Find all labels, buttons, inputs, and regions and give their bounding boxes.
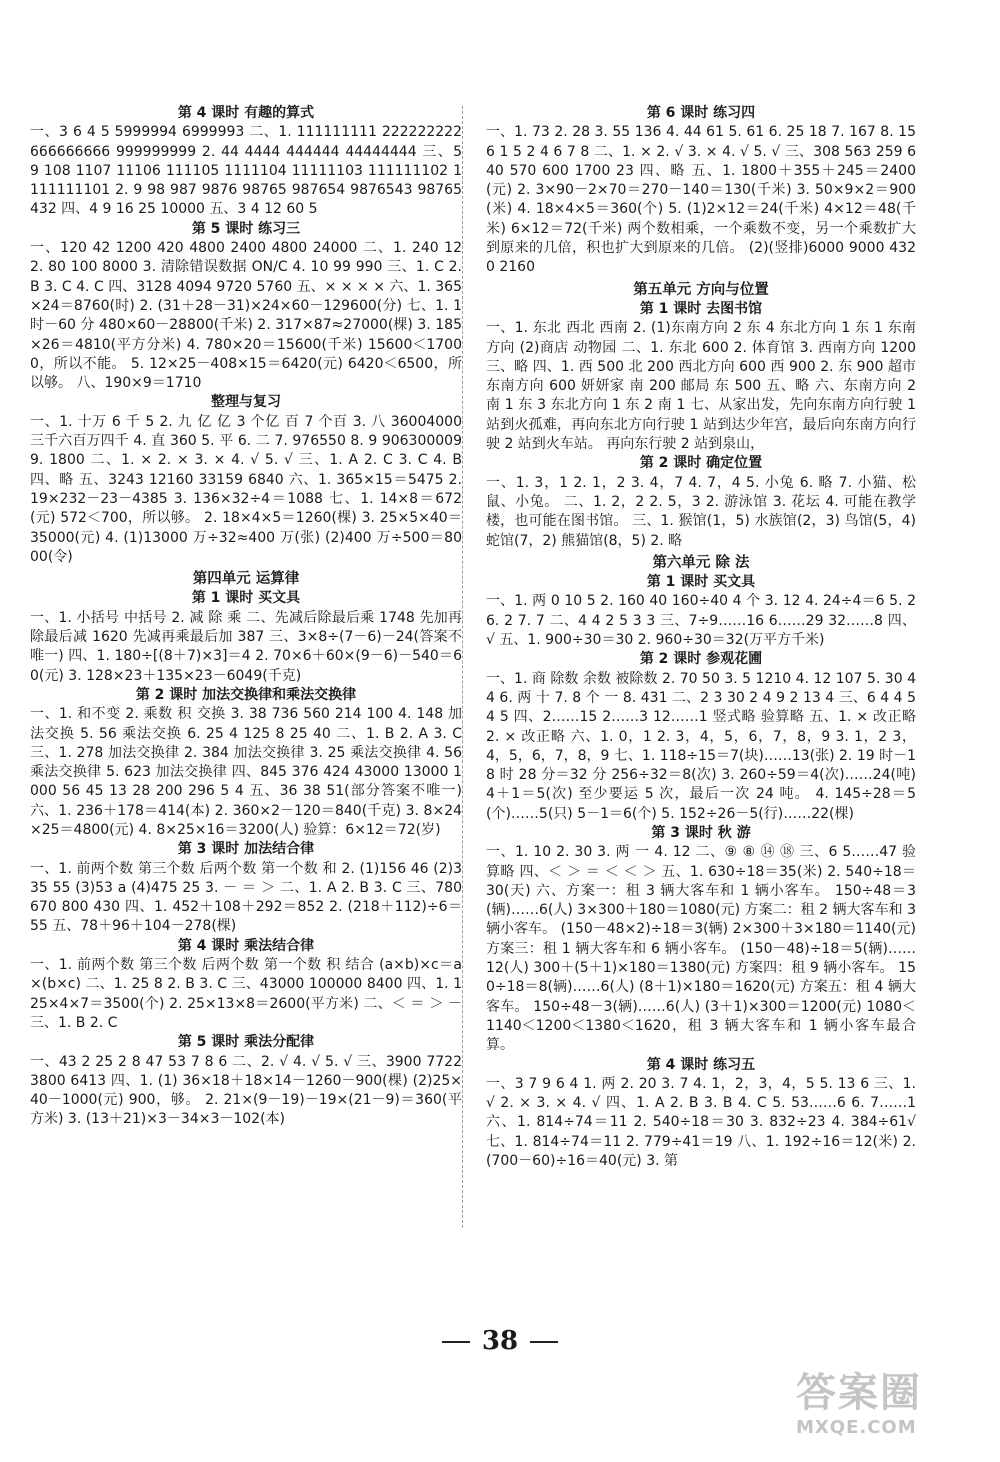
answer-paragraph: 一、1. 东北 西北 西南 2. (1)东南方向 2 东 4 东北方向 1 东 1 东南方向 (2)商店 动物园 二、1. 东北 600 2. 体育馆 3. 西南方向 1200 三、略 四、1. 西 500 北 200 西北方向 600 西 900 2. 东 900 超市 东南方向 600 妍妍家 南 200 邮局 东 500 五、略 六、东南方向 2 南 1 东 3 东北方向 1 东 2 南 1 七、从家出发，先向东南方向行驶 1 站到火孤难，再向东北方向行驶 1 站到达少年宫，最后向东南方向行驶 2 站到火车站。 再向东行驶 2 站到泉山， xyxy=(486,320,916,453)
answer-paragraph: 一、43 2 25 2 8 47 53 7 8 6 二、2. √ 4. √ 5. √ 三、3900 7722 3800 6413 四、1. (1) 36×18＋18×14－1260－900(棵) (2)25×40－1000(元) 900，够。 2. 21×(9－19)－19×(21－9)＝360(平方米) 3. (13＋21)×3－34×3－102(本) xyxy=(30,1053,462,1128)
lesson-heading: 第 4 课时 练习五 xyxy=(646,1056,756,1073)
answer-paragraph: 一、1. 小括号 中括号 2. 减 除 乘 二、先减后除最后乘 1748 先加再除最后减 1620 先减再乘最后加 387 三、3×8÷(7－6)－24(答案不唯一) 四、1. 180÷[(8＋7)×3]＝4 2. 70×6＋60×(9－6)－540＝60(元) 3. 128×23＋135×23－6049(千克) xyxy=(30,609,462,684)
lesson-heading: 第 1 课时 买文具 xyxy=(646,574,756,591)
footer-dash-left xyxy=(442,1341,470,1343)
unit-heading: 第四单元 运算律 xyxy=(192,571,300,588)
lesson-heading: 第 3 课时 秋 游 xyxy=(651,824,751,841)
lesson-heading: 第 2 课时 加法交换律和乘法交换律 xyxy=(135,686,357,703)
page-footer xyxy=(0,1326,1000,1356)
column-divider xyxy=(462,106,463,1228)
answer-paragraph: 一、120 42 1200 420 4800 2400 4800 24000 二、1. 240 12 2. 80 100 8000 3. 清除错误数据 ON/C 4. 10 99 990 三、1. C 2. B 3. C 4. C 四、3128 4094 9720 5760 五、× × × × 六、1. 365×24＝8760(时) 2. (31＋28－31)×24×60－129600(分) 七、1. 1 时－60 分 480×60－28800(千米) 2. 317×87≈27000(棵) 3. 185×26＝4810(平方分米) 4. 780×20＝15600(千米) 15600＜17000，所以不能。 5. 12×25－408×15＝6420(元) 6420＜6500，所以够。 八、190×9＝1710 xyxy=(30,240,462,392)
answer-paragraph: 一、3 7 9 6 4 1. 两 2. 20 3. 7 4. 1，2，3，4，5 5. 13 6 三、1. √ 2. × 3. × 4. √ 四、1. A 2. B 3. B 4. C 5. 53……6 6. 7……1 六、1. 814÷74＝11 2. 540÷18＝30 3. 832÷23 4. 384÷61√ 七、1. 814÷74＝11 2. 779÷41＝19 八、1. 192÷16＝12(米) 2. (700－60)÷16＝40(元) 3. 第 xyxy=(486,1075,916,1170)
lesson-heading: 整理与复习 xyxy=(211,394,281,411)
left-column xyxy=(30,104,462,1130)
watermark xyxy=(796,1370,986,1450)
answer-paragraph: 一、1. 前两个数 第三个数 后两个数 第一个数 积 结合 (a×b)×c＝a×(b×c) 二、1. 25 8 2. B 3. C 三、43000 100000 8400 四、1. 125×4×7＝3500(个) 2. 25×13×8＝2600(平方米) 二、＜ ＝ ＞ － 三、1. B 2. C xyxy=(30,957,462,1031)
answer-paragraph: 一、1. 前两个数 第三个数 后两个数 第一个数 和 2. (1)156 46 (2)335 55 (3)53 a (4)475 25 3. － ＝ ＞ 二、1. A 2. B 3. C 三、780 670 800 430 四、1. 452＋108＋292＝852 2. (218＋112)÷6＝55 五、78＋96＋104－278(棵) xyxy=(30,860,462,935)
lesson-heading: 第 4 课时 有趣的算式 xyxy=(177,105,315,121)
watermark-url: MXQE.COM xyxy=(796,1417,917,1438)
answer-paragraph: 一、3 6 4 5 5999994 6999993 二、1. 111111111 222222222 666666666 999999999 2. 44 4444 444444 44444444 三、5 9 108 1107 11106 111105 1111104 11111103 111111102 1111111101 2. 9 98 987 9876 98765 987654 9876543 98765432 四、4 9 16 25 10000 五、3 4 12 60 5 xyxy=(30,124,462,218)
answer-paragraph: 一、1. 73 2. 28 3. 55 136 4. 44 61 5. 61 6. 25 18 7. 167 8. 15 6 1 5 2 4 6 7 8 二、1. × 2. √ 3. × 4. √ 5. √ 三、308 563 259 640 570 600 1700 23 四、略 五、1. 1800＋355＋245＝2400(元) 2. 3×90－2×70＝270－140＝130(千米) 3. 50×9×2＝900(米) 4. 18×4×5＝360(个) 5. (1)2×12＝24(千米) 4×12＝48(千米) 6×12＝72(千米) 两个数相乘，一个乘数不变，另一个乘数扩大到原来的几倍，积也扩大到原来的几倍。 (2)(竖排)6000 9000 4320 2160 xyxy=(486,124,916,276)
unit-heading: 第五单元 方向与位置 xyxy=(633,281,769,298)
lesson-heading: 第 5 课时 练习三 xyxy=(191,220,301,237)
answer-paragraph: 一、1. 和不变 2. 乘数 积 交换 3. 38 736 560 214 100 4. 148 加法交换 5. 56 乘法交换 6. 25 4 125 8 25 40 二、1. B 2. A 3. C 三、1. 278 加法交换律 2. 384 加法交换律 3. 25 乘法交换律 4. 56 乘法交换律 5. 623 加法交换律 四、845 376 424 43000 13000 1000 56 45 13 28 200 296 5 4 五、36 38 51(部分答案不唯一) 六、1. 236＋178＝414(本) 2. 360×2－120＝840(千克) 3. 8×24×25＝4800(元) 4. 8×25×16＝3200(人) 验算：6×12＝72(岁) xyxy=(30,706,462,838)
lesson-heading: 第 2 课时 参观花圃 xyxy=(639,651,763,668)
answer-paragraph: 一、1. 3，1 2. 1，2 3. 4，7 4. 7，4 5. 小兔 6. 略 7. 小猫、松鼠、小兔。 二、1. 2，2 2. 5，3 2. 游泳馆 3. 花坛 4. 可能在教学楼，也可能在图书馆。 三、1. 猴馆(1，5) 水族馆(2，3) 鸟馆(5，4) 蛇馆(7，2) 熊猫馆(8，5) 2. 略 xyxy=(486,474,916,549)
lesson-heading: 第 5 课时 乘法分配律 xyxy=(177,1034,315,1051)
page-number: 38 xyxy=(481,1326,519,1356)
answer-paragraph: 一、1. 两 0 10 5 2. 160 40 160÷40 4 个 3. 12 4. 24÷4＝6 5. 2 6. 2 7. 7 二、4 4 2 5 3 3 三、7÷9……16 6……29 32……8 四、√ 五、1. 900÷30＝30 2. 960÷30＝32(万平方千米) xyxy=(486,593,916,649)
lesson-heading: 第 1 课时 买文具 xyxy=(191,590,301,607)
footer-dash-right xyxy=(530,1341,558,1343)
answer-paragraph: 一、1. 十万 6 千 5 2. 九 亿 亿 3 个亿 百 7 个百 3. 八 36004000 三千六百万四千 4. 直 360 5. 平 6. 二 7. 976550 8. 9 906300009 9. 1800 二、1. × 2. × 3. × 4. √ 5. √ 三、1. A 2. C 3. C 4. B 四、略 五、3243 12160 33159 6840 六、1. 365×15＝5475 2. 19×232－23－4385 3. 136×32÷4＝1088 七、1. 14×8＝672(元) 572＜700，所以够。 2. 18×4×5＝1260(棵) 3. 25×5×40＝35000(元) 4. (1)13000 万÷32≈400 万(张) (2)400 万÷500＝8000(令) xyxy=(30,413,462,565)
lesson-heading: 第 6 课时 练习四 xyxy=(646,105,756,121)
watermark-logo: 答案圈 xyxy=(796,1370,922,1416)
lesson-heading: 第 4 课时 乘法结合律 xyxy=(177,937,315,954)
lesson-heading: 第 1 课时 去图书馆 xyxy=(639,300,763,317)
answer-paragraph: 一、1. 10 2. 30 3. 两 一 4. 12 二、⑨ ⑧ ⑭ ⑱ 三、6 5……47 验算略 四、＜ ＞ ＝ ＜ ＜ ＞ 五、1. 630÷18＝35(米) 2. 540÷18＝30(天) 六、方案一：租 3 辆大客车和 1 辆小客车。 150÷48＝3(辆)……6(人) 3×300＋180＝1080(元) 方案二：租 2 辆大客车和 3 辆小客车。 (150－48×2)÷18＝3(辆) 2×300＋3×180＝1140(元) 方案三：租 1 辆大客车和 6 辆小客车。 (150－48)÷18＝5(辆)……12(人) 300＋(5＋1)×180＝1380(元) 方案四：租 9 辆小客车。 150÷18＝8(辆)……6(人) (8＋1)×180＝1620(元) 方案五：租 4 辆大客车。 150÷48－3(辆)……6(人) (3＋1)×300＝1200(元) 1080＜1140＜1200＜1380＜1620，租 3 辆大客车和 1 辆小客车最合算。 xyxy=(486,844,916,1054)
unit-heading: 第六单元 除 法 xyxy=(652,554,750,571)
right-column xyxy=(486,104,916,1171)
answer-paragraph: 一、1. 商 除数 余数 被除数 2. 70 50 3. 5 1210 4. 12 107 5. 30 4 4 6. 两 十 7. 8 个 一 8. 431 二、2 3 30 2 4 9 2 13 4 三、6 4 4 5 4 5 四、2……15 2……3 12……1 竖式略 验算略 五、1. × 改正略 2. × 改正略 六、1. 0，1 2. 3，4，5，6，7，8，9 3. 1，2 3，4，5，6，7，8，9 七、1. 118÷15＝7(块)……13(张) 2. 19 时－18 时 28 分＝32 分 256÷32＝8(次) 3. 260÷59＝4(次)……24(吨) 4＋1＝5(次) 至少要运 5 次，最后一次 24 吨。 4. 145÷28＝5(个)……5(只) 5－1＝6(个) 5. 152÷26－5(行)……22(棵) xyxy=(486,670,916,822)
lesson-heading: 第 3 课时 加法结合律 xyxy=(177,841,315,858)
lesson-heading: 第 2 课时 确定位置 xyxy=(639,455,763,472)
